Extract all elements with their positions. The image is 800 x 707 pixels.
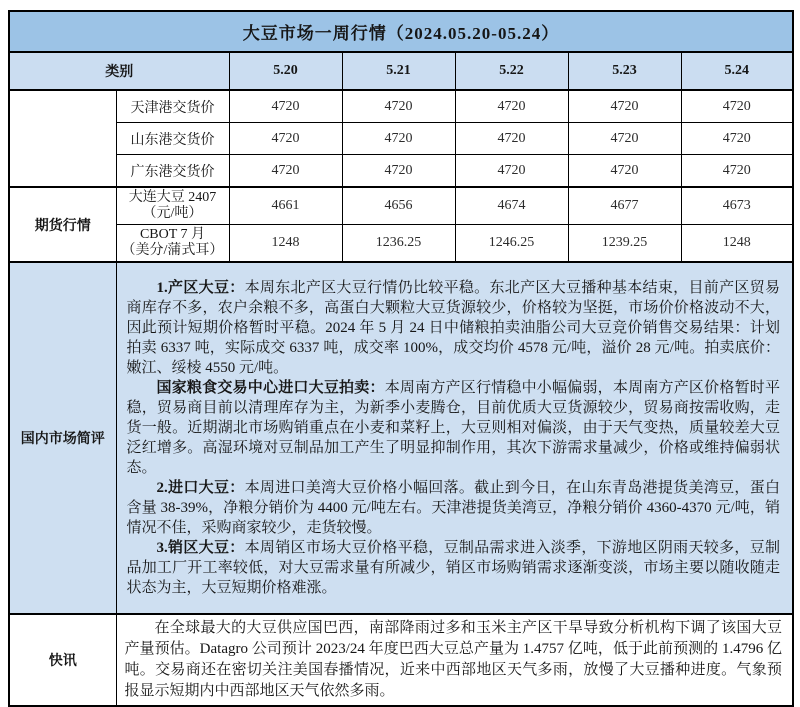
table-row bbox=[9, 155, 793, 188]
table-row bbox=[9, 614, 793, 706]
table-row bbox=[9, 187, 793, 225]
spot-value: 4720 bbox=[568, 123, 681, 155]
spot-value: 4720 bbox=[229, 123, 342, 155]
futures-value: 4656 bbox=[342, 187, 455, 225]
futures-value: 4677 bbox=[568, 187, 681, 225]
futures-label-line2: （美分/蒲式耳） bbox=[121, 243, 224, 258]
futures-value: 4673 bbox=[681, 187, 793, 225]
header-category: 类别 bbox=[9, 52, 229, 90]
spot-value: 4720 bbox=[455, 155, 568, 188]
header-date-3: 5.22 bbox=[455, 52, 568, 90]
commentary-content bbox=[116, 262, 793, 614]
header-date-2: 5.21 bbox=[342, 52, 455, 90]
paragraph-lead: 2.进口大豆： bbox=[156, 480, 245, 496]
spot-value: 4720 bbox=[455, 90, 568, 123]
spot-value: 4720 bbox=[681, 123, 793, 155]
header-date-4: 5.23 bbox=[568, 52, 681, 90]
news-label: 快讯 bbox=[9, 614, 116, 706]
spot-value: 4720 bbox=[342, 155, 455, 188]
commentary-label: 国内市场简评 bbox=[9, 262, 116, 614]
spot-value: 4720 bbox=[681, 155, 793, 188]
commentary-paragraph bbox=[127, 538, 781, 598]
spot-value: 4720 bbox=[229, 155, 342, 188]
spot-row-label-guangdong: 广东港交货价 bbox=[116, 155, 229, 188]
spot-value: 4720 bbox=[568, 155, 681, 188]
spot-row-label-tianjin: 天津港交货价 bbox=[116, 90, 229, 123]
paragraph-text: 本周南方产区行情稳中小幅偏弱，本周南方产区价格暂时平稳，贸易商目前以清理库存为主，为新季小麦腾仓，目前优质大豆货源较少，贸易商按需收购，走货一般。近期湖北市场购销重点在小麦和菜籽上，大豆则相对偏淡，由于天气变热，质量较差大豆泛红增多。高湿环境对豆制品加工产生了明显抑制作用，其次下游需求量减少，价格或维持偏弱状态。 bbox=[126, 380, 781, 476]
paragraph-lead: 1.产区大豆： bbox=[156, 280, 245, 296]
paragraph-text: 本周进口美湾大豆价格小幅回落。截止到今日，在山东青岛港提货美湾豆，蛋白含量 38-39%，净粮分销价为 4400 元/吨左右。天津港提货美湾豆，净粮分销价 4360-4370 元/吨，销情况不佳，采购商家较少，走货较慢。 bbox=[126, 480, 781, 536]
table-row bbox=[9, 262, 793, 614]
futures-label-line1: 大连大豆 2407 bbox=[128, 190, 217, 205]
futures-row-label-dalian bbox=[116, 187, 229, 225]
spot-value: 4720 bbox=[229, 90, 342, 123]
futures-label-line2: （元/吨） bbox=[142, 206, 203, 221]
paragraph-text: 本周销区市场大豆价格平稳，豆制品需求进入淡季，下游地区阴雨天较多，豆制品加工厂开工率较低，对大豆需求量有所减少，销区市场购销需求逐渐变淡，市场主要以随收随走状态为主，大豆短期价格难涨。 bbox=[126, 540, 781, 596]
futures-value: 1246.25 bbox=[455, 225, 568, 263]
soybean-weekly-report-table bbox=[8, 10, 794, 707]
header-date-1: 5.20 bbox=[229, 52, 342, 90]
paragraph-lead: 国家粮食交易中心进口大豆拍卖： bbox=[156, 380, 385, 396]
futures-label-line1: CBOT 7 月 bbox=[139, 227, 206, 242]
futures-row-label-cbot bbox=[116, 225, 229, 263]
report-title: 大豆市场一周行情（2024.05.20-05.24） bbox=[9, 11, 793, 52]
spot-value: 4720 bbox=[342, 90, 455, 123]
futures-value: 1239.25 bbox=[568, 225, 681, 263]
paragraph-text: 本周东北产区大豆行情仍比较平稳。东北产区大豆播种基本结束，目前产区贸易商库存不多，农户余粮不多，高蛋白大颗粒大豆货源较少，价格较为坚挺，市场价价格波动不大，因此预计短期价格暂时平稳。2024 年 5 月 24 日中储粮拍卖油脂公司大豆竞价销售交易结果：计划拍卖 6337 吨，实际成交 6337 吨，成交率 100%，成交均价 4578 元/吨，溢价 28 元/吨。拍卖底价：嫩江、绥棱 4550 元/吨。 bbox=[126, 280, 781, 376]
futures-value: 1248 bbox=[681, 225, 793, 263]
table-row bbox=[9, 90, 793, 123]
spot-group-cell bbox=[9, 90, 116, 187]
spot-value: 4720 bbox=[681, 90, 793, 123]
futures-value: 4674 bbox=[455, 187, 568, 225]
header-date-5: 5.24 bbox=[681, 52, 793, 90]
spot-value: 4720 bbox=[455, 123, 568, 155]
futures-value: 4661 bbox=[229, 187, 342, 225]
spot-value: 4720 bbox=[568, 90, 681, 123]
commentary-paragraph bbox=[127, 378, 781, 478]
spot-value: 4720 bbox=[342, 123, 455, 155]
futures-value: 1248 bbox=[229, 225, 342, 263]
news-paragraph: 在全球最大的大豆供应国巴西，南部降雨过多和玉米主产区干旱导致分析机构下调了该国大豆产量预估。Datagro 公司预计 2023/24 年度巴西大豆总产量为 1.4757 亿吨，低于此前预测的 1.4796 亿吨。交易商还在密切关注美国春播情况，近来中西部地区天气多雨，放慢了大豆播种进度。气象预报显示短期内中西部地区天气依然多雨。 bbox=[124, 620, 783, 699]
spot-row-label-shandong: 山东港交货价 bbox=[116, 123, 229, 155]
paragraph-lead: 3.销区大豆： bbox=[156, 540, 245, 556]
commentary-paragraph bbox=[127, 278, 781, 378]
table-row bbox=[9, 123, 793, 155]
futures-group-label: 期货行情 bbox=[9, 187, 116, 262]
table-row bbox=[9, 225, 793, 263]
futures-value: 1236.25 bbox=[342, 225, 455, 263]
commentary-paragraph bbox=[127, 478, 781, 538]
news-content bbox=[116, 614, 793, 706]
